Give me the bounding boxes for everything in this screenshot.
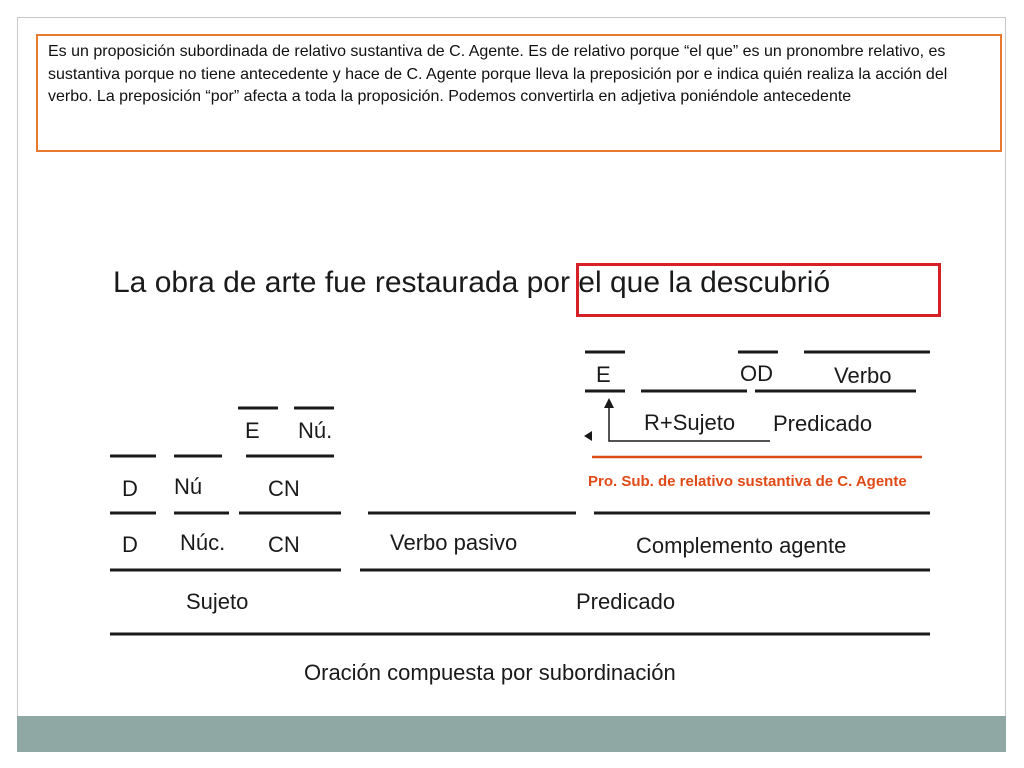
label-predicado: Predicado (576, 589, 676, 614)
label-cn-1: CN (268, 476, 300, 501)
label-cn-e: E (245, 418, 260, 443)
analyzed-sentence: La obra de arte fue restaurada por el que la descubrió (113, 266, 831, 299)
label-sub-predicado: Predicado (773, 411, 873, 436)
label-sub-proposicion: Pro. Sub. de relativo sustantiva de C. Agente (588, 473, 907, 490)
label-nu-1: Nú (174, 474, 203, 499)
label-verbo-pasivo: Verbo pasivo (390, 530, 518, 555)
explanation-text: Es un proposición subordinada de relativo sustantiva de C. Agente. Es de relativo porque “el que” es un pronombre relativo, es sustantiva porque no tiene antecedente y hace de C. Agente porque lleva la preposición por e indica quién realiza la acción del verbo. La preposición “por” afecta a toda la proposición. Podemos convertirla en adjetiva poniéndole antecedente (48, 43, 948, 105)
antecedent-marker (584, 431, 592, 441)
label-sub-verbo: Verbo (834, 363, 892, 388)
label-oracion: Oración compuesta por subordinación (304, 660, 676, 685)
label-sub-e: E (596, 362, 611, 387)
label-nuc-2: Núc. (180, 530, 226, 555)
label-d-1: D (122, 476, 138, 501)
label-sujeto: Sujeto (186, 589, 249, 614)
label-d-2: D (122, 532, 138, 557)
label-sub-od: OD (740, 361, 773, 386)
relative-arrow-head (604, 398, 614, 408)
label-cn-2: CN (268, 532, 300, 557)
label-sub-r-sujeto: R+Sujeto (644, 410, 736, 435)
label-cn-nu: Nú. (298, 418, 333, 443)
label-complemento-agente: Complemento agente (636, 533, 847, 558)
